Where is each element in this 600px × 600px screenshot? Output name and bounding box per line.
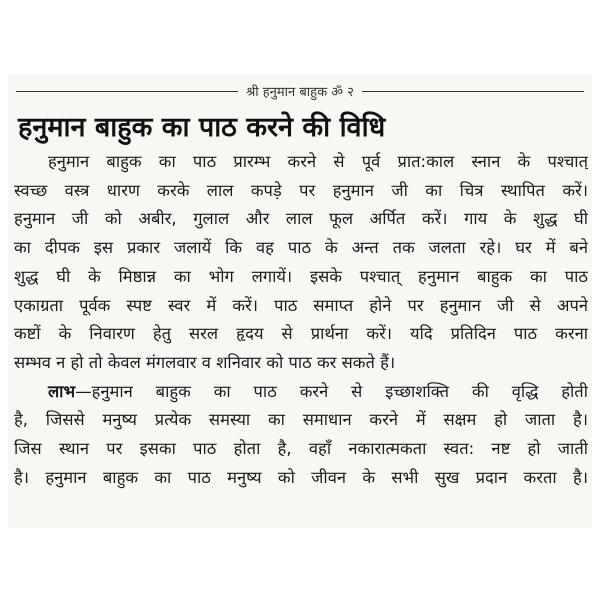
paragraph-line: एकाग्रता पूर्वक स्पष्ट स्वर में करें। पाठ समाप्त होने पर हनुमान जी से अपने <box>14 295 588 315</box>
benefit-line: जिस स्थान पर इसका पाठ होता है, वहाँ नकारात्मकता स्वत: नष्ट हो जाती <box>14 439 588 459</box>
benefit-line <box>14 378 588 407</box>
paragraph-line: हनुमान जी को अबीर, गुलाल और लाल फूल अर्पित करें। गाय के शुद्ध घी <box>14 209 588 229</box>
paragraph-line: सम्भव न हो तो केवल मंगलवार व शनिवार को पाठ कर सकते हैं। <box>14 352 396 372</box>
running-header <box>16 80 584 102</box>
paragraph-line: हनुमान बाहुक का पाठ प्रारम्भ करने से पूर्व प्रात:काल स्नान के पश्चात् <box>48 152 588 171</box>
benefit-label: लाभ <box>48 381 76 401</box>
paragraph-line: शुद्ध घी के मिष्ठान्न का भोग लगायें। इसके पश्चात् हनुमान बाहुक का पाठ <box>14 266 588 286</box>
paragraph-line: स्वच्छ वस्त्र धारण करके लाल कपड़े पर हनुमान जी का चित्र स्थापित करें। <box>14 180 588 200</box>
paragraph-line: का दीपक इस प्रकार जलायें कि वह पाठ के अन्त तक जलता रहे। घर में बने <box>14 238 588 258</box>
paragraph-line: कष्टों के निवारण हेतु सरल हृदय से प्रार्थना करें। यदि प्रतिदिन पाठ करना <box>14 324 588 344</box>
benefit-line: है। हनुमान बाहुक का पाठ मनुष्य को जीवन के सभी सुख प्रदान करता है। <box>14 467 588 487</box>
benefit-first-line: —हनुमान बाहुक का पाठ करने से इच्छाशक्ति की वृद्धि होती <box>75 381 588 401</box>
header-rule-left <box>16 91 238 92</box>
page-title: हनुमान बाहुक का पाठ करने की विधि <box>18 112 386 143</box>
body-text <box>14 148 588 492</box>
benefit-line: है, जिससे मनुष्य प्रत्येक समस्या का समाधान करने में सक्षम हो जाता है। <box>14 410 588 430</box>
running-header-text: श्री हनुमान बाहुक ॐ २ <box>246 85 354 100</box>
header-rule-right <box>362 91 584 92</box>
